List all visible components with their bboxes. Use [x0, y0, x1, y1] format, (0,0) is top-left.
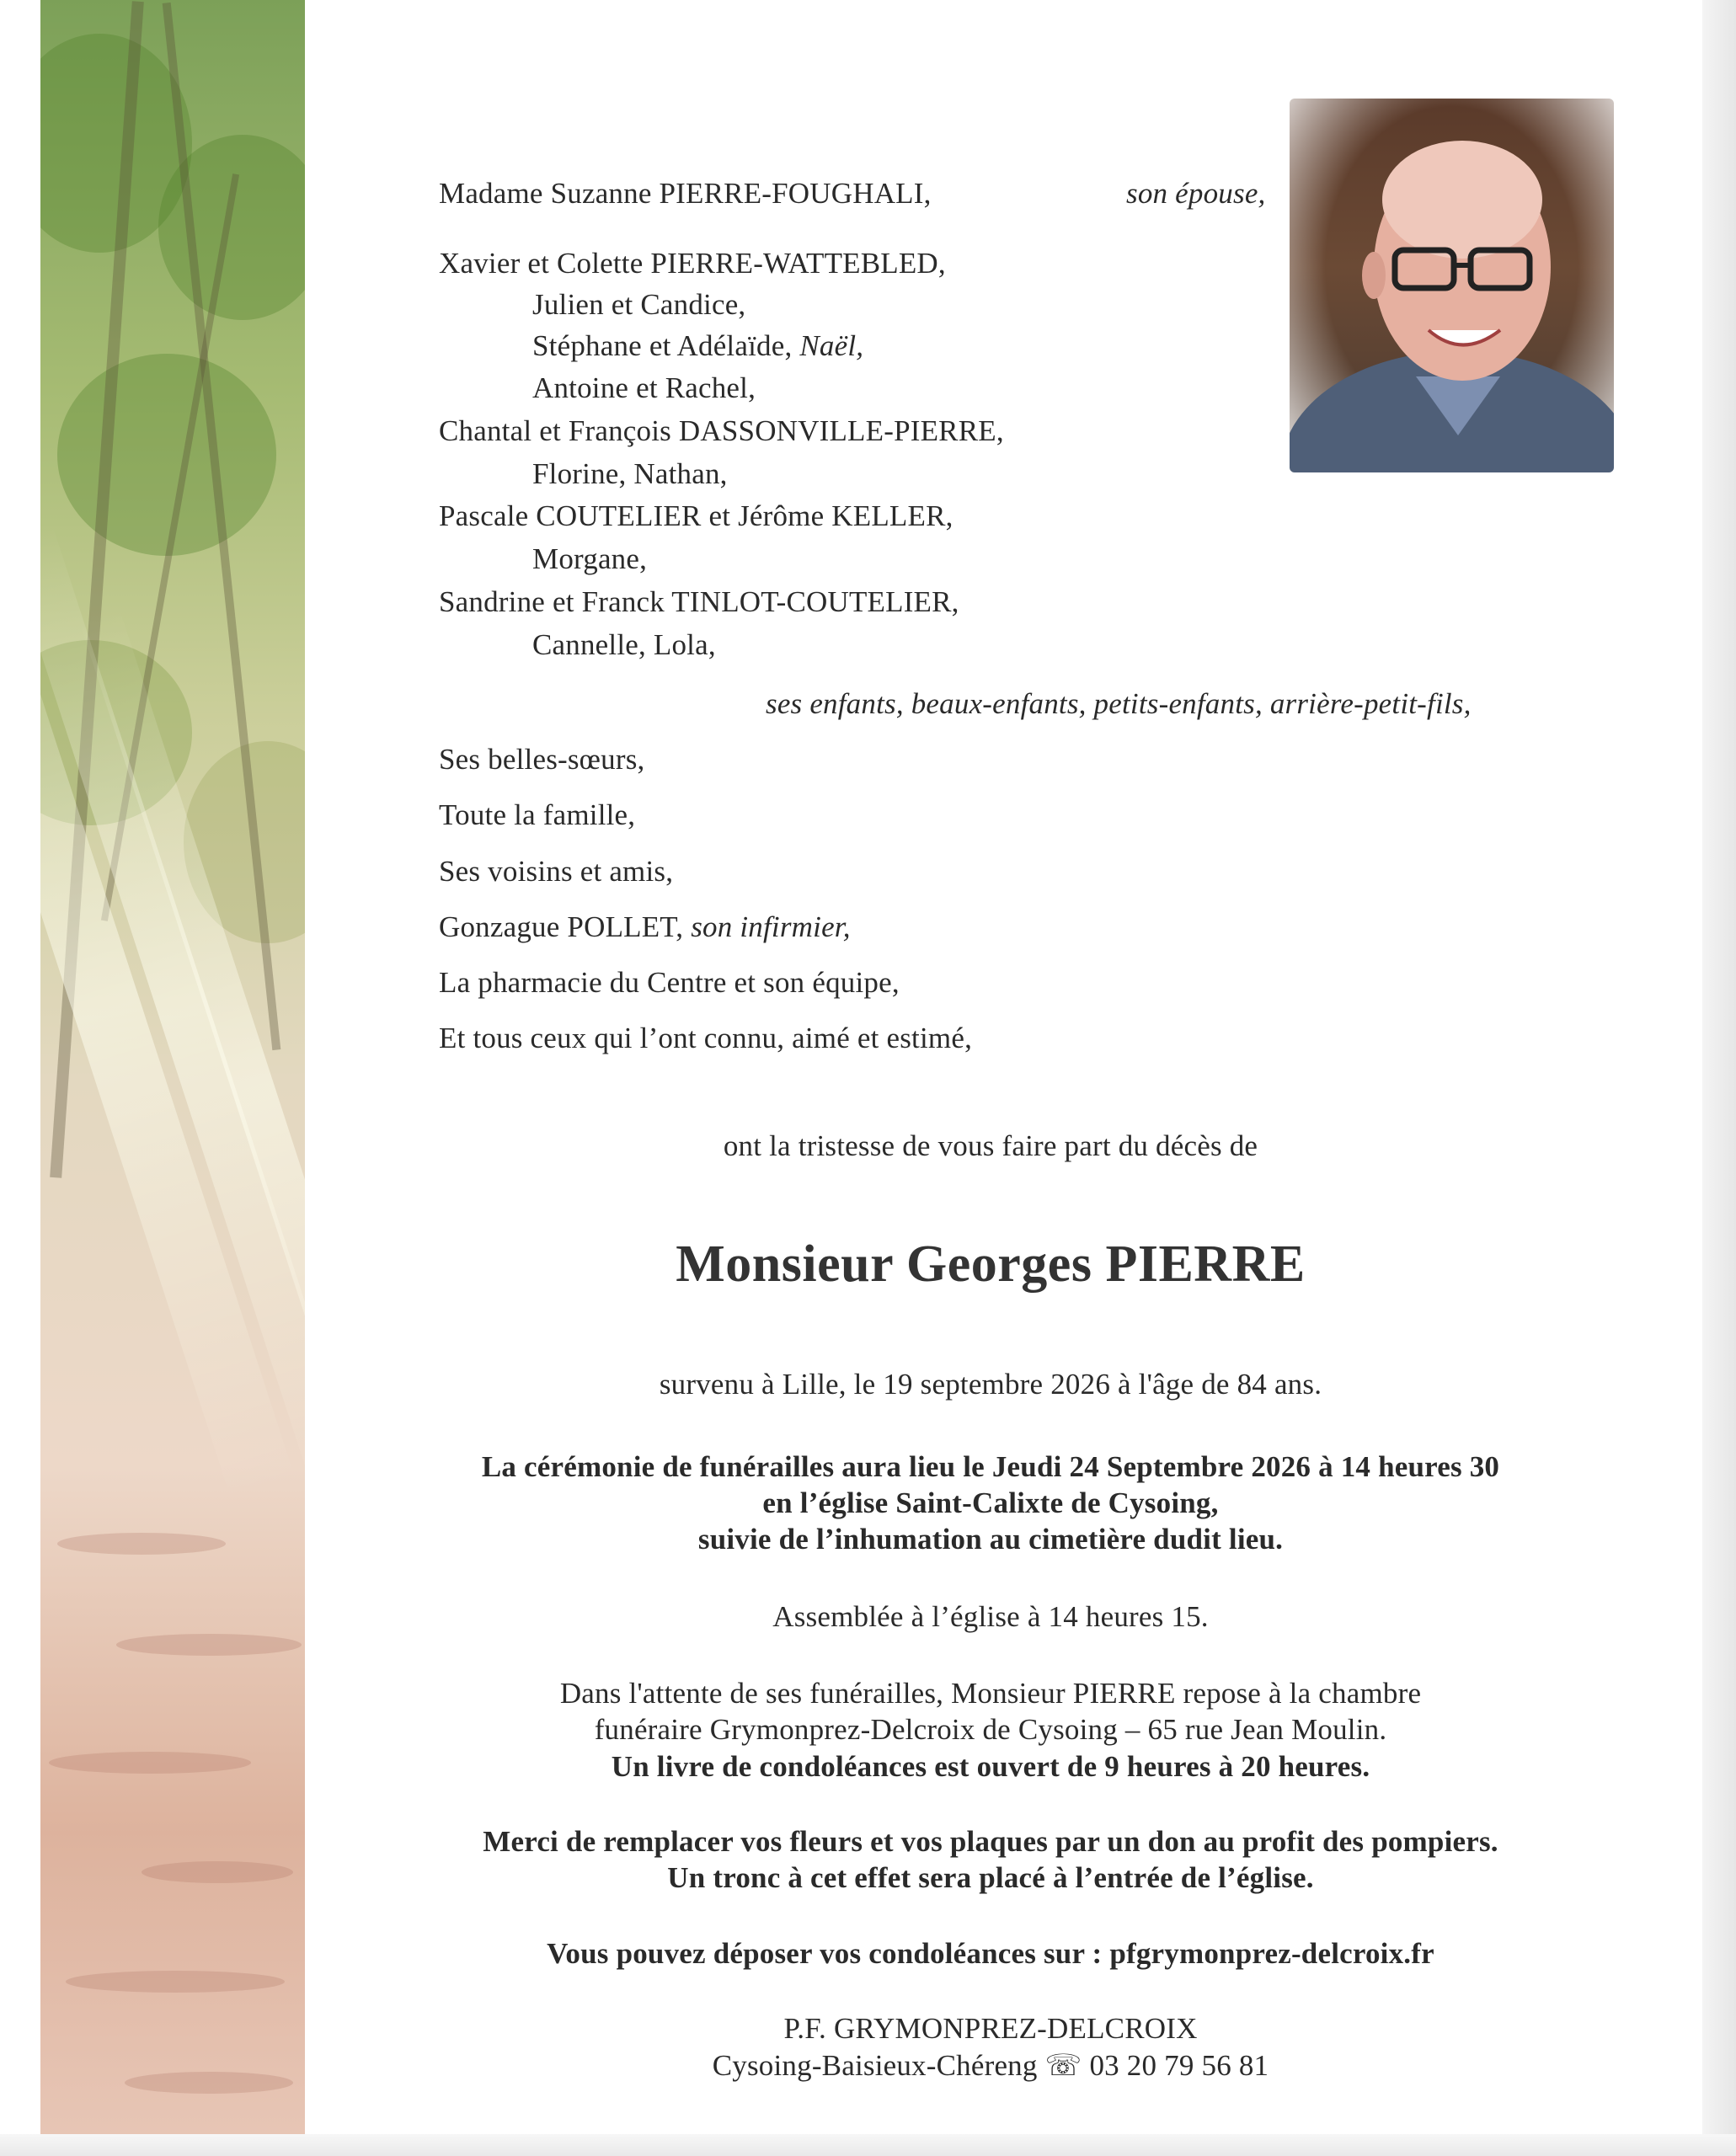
deceased-name: Monsieur Georges PIERRE — [676, 1235, 1306, 1293]
children-role: ses enfants, beaux-enfants, petits-enfants, arrière-petit-fils, — [766, 687, 1472, 720]
flowers-line: Merci de remplacer vos fleurs et vos plaques par un don au profit des pompiers. — [483, 1825, 1498, 1858]
announcement-intro: ont la tristesse de vous faire part du décès de — [723, 1129, 1258, 1162]
great-grandchild-name: Naël, — [799, 329, 864, 362]
funeral-company: P.F. GRYMONPREZ-DELCROIX — [783, 2012, 1198, 2045]
others-line — [439, 912, 851, 942]
phone-number: 03 20 79 56 81 — [1089, 2049, 1269, 2082]
child-line: Pascale COUTELIER et Jérôme KELLER, — [439, 499, 953, 532]
others-line: Ses voisins et amis, — [439, 855, 674, 888]
flowers-line: Un tronc à cet effet sera placé à l’entrée de l’église. — [667, 1861, 1314, 1894]
company-contact — [713, 2051, 1269, 2080]
grandchild-line: Cannelle, Lola, — [532, 628, 716, 661]
scan-edge-bottom — [0, 2134, 1736, 2156]
condolences-website: Vous pouvez déposer vos condoléances sur : pfgrymonprez-delcroix.fr — [547, 1937, 1434, 1970]
spouse-role: son épouse, — [1126, 177, 1266, 210]
child-line: Xavier et Colette PIERRE-WATTEBLED, — [439, 247, 946, 280]
others-line: La pharmacie du Centre et son équipe, — [439, 966, 900, 999]
grandchild-line: Florine, Nathan, — [532, 457, 728, 490]
grandchild-line: Morgane, — [532, 542, 648, 575]
company-location: Cysoing-Baisieux-Chéreng — [712, 2049, 1038, 2082]
others-line: Toute la famille, — [439, 798, 636, 831]
forest-side-image — [40, 0, 305, 2156]
assembly-time: Assemblée à l’église à 14 heures 15. — [772, 1600, 1209, 1633]
nurse-name: Gonzague POLLET, — [439, 910, 684, 943]
death-details: survenu à Lille, le 19 septembre 2026 à l'âge de 84 ans. — [659, 1368, 1322, 1401]
ceremony-line: en l’église Saint-Calixte de Cysoing, — [762, 1486, 1219, 1519]
ceremony-line: suivie de l’inhumation au cimetière dudit lieu. — [697, 1523, 1284, 1556]
others-line: Ses belles-sœurs, — [439, 743, 645, 776]
child-line: Sandrine et Franck TINLOT-COUTELIER, — [439, 585, 959, 618]
grandchild-line: Julien et Candice, — [532, 288, 746, 321]
spouse-name: Madame Suzanne PIERRE-FOUGHALI, — [439, 177, 932, 210]
condolence-book: Un livre de condoléances est ouvert de 9 heures à 20 heures. — [611, 1750, 1370, 1783]
ceremony-line: La cérémonie de funérailles aura lieu le Jeudi 24 Septembre 2026 à 14 heures 30 — [481, 1450, 1500, 1483]
grandchild-line: Antoine et Rachel, — [532, 371, 756, 404]
grandchild-names: Stéphane et Adélaïde, — [532, 329, 800, 362]
child-line: Chantal et François DASSONVILLE-PIERRE, — [439, 414, 1004, 447]
others-line: Et tous ceux qui l’ont connu, aimé et estimé, — [439, 1022, 973, 1054]
rest-line: Dans l'attente de ses funérailles, Monsieur PIERRE repose à la chambre — [559, 1677, 1422, 1710]
portrait-photo — [1290, 99, 1614, 472]
nurse-role: son infirmier, — [691, 910, 851, 943]
rest-line: funéraire Grymonprez-Delcroix de Cysoing – 65 rue Jean Moulin. — [594, 1713, 1387, 1746]
telephone-icon: ☏ — [1044, 2049, 1082, 2082]
scan-edge — [1702, 0, 1736, 2156]
grandchild-line — [532, 331, 863, 360]
